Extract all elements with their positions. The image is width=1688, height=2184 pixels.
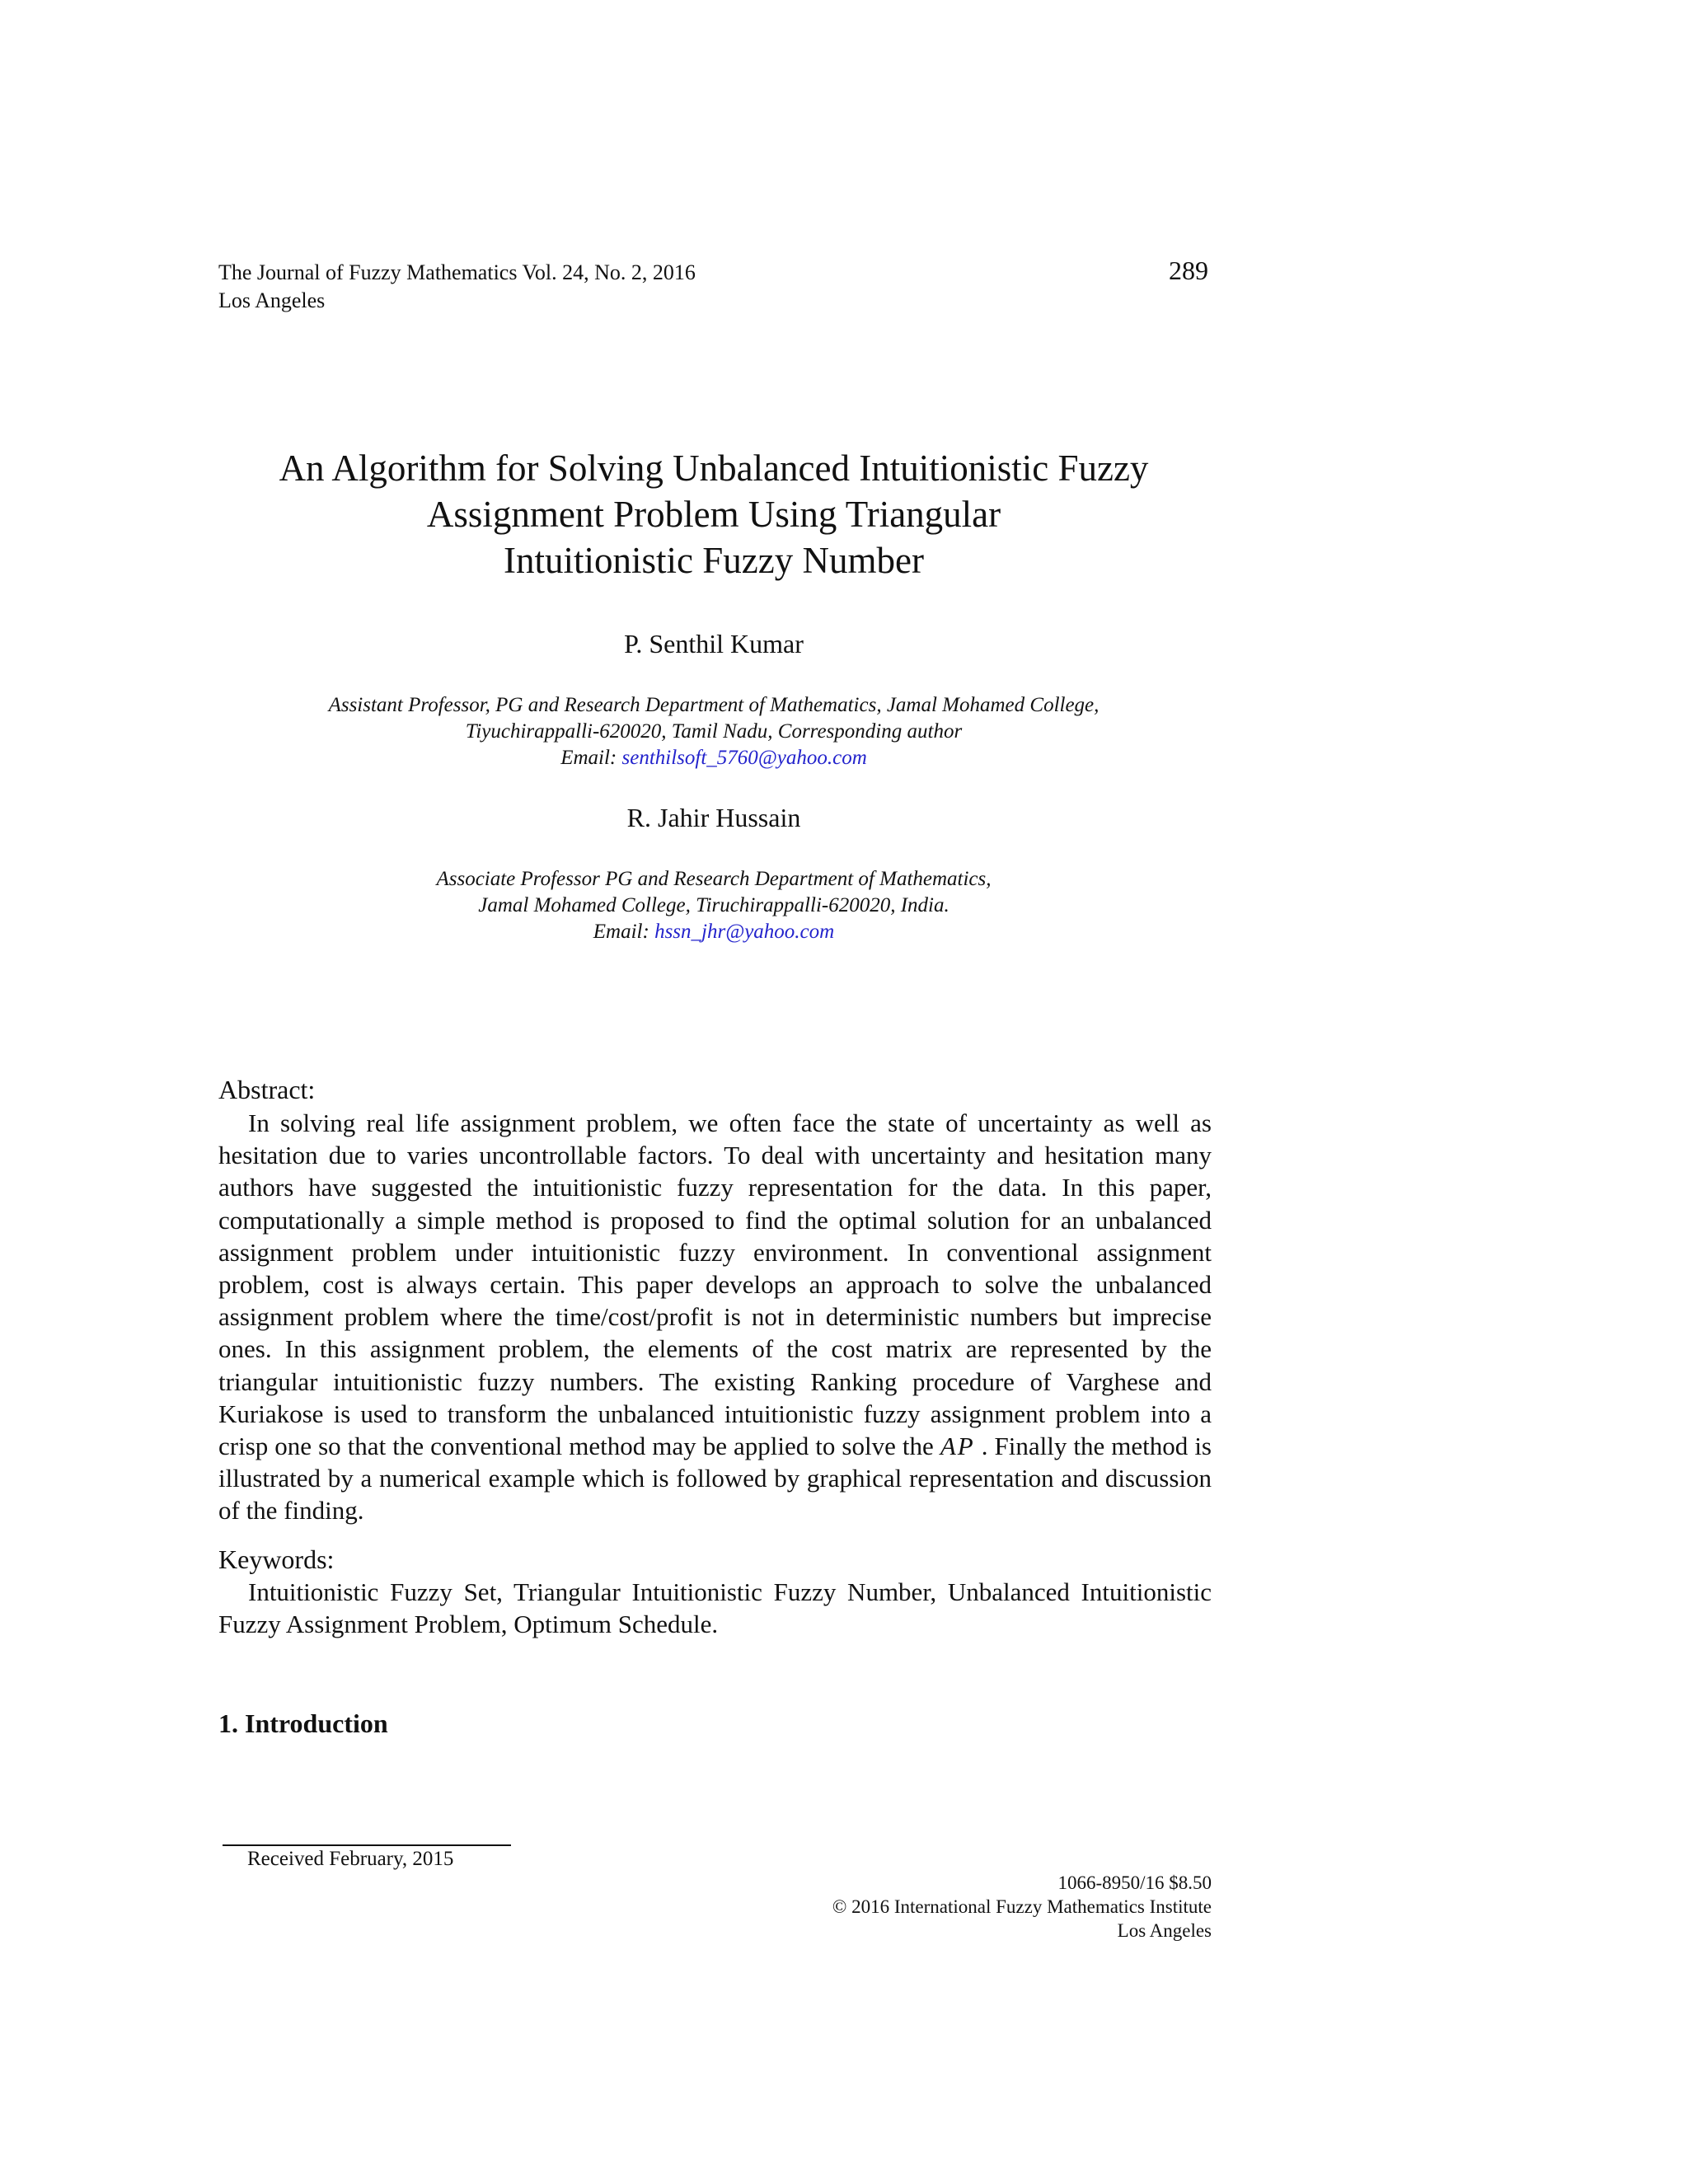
abstract-text xyxy=(218,1107,1212,1527)
email-label: Email: xyxy=(593,921,655,943)
author-affiliation-2 xyxy=(218,866,1209,945)
copyright-notice: © 2016 International Fuzzy Mathematics Institute xyxy=(832,1896,1212,1917)
keywords-text: Intuitionistic Fuzzy Set, Triangular Intuitionistic Fuzzy Number, Unbalanced Intuitionistic Fuzzy Assignment Problem, Optimum Schedule. xyxy=(218,1577,1212,1639)
author-email-link[interactable]: hssn_jhr@yahoo.com xyxy=(654,921,835,943)
title-line-2: Assignment Problem Using Triangular xyxy=(426,494,1001,535)
author-name-1: P. Senthil Kumar xyxy=(624,629,804,658)
journal-location: Los Angeles xyxy=(218,288,326,312)
title-line-1: An Algorithm for Solving Unbalanced Intuitionistic Fuzzy xyxy=(279,448,1149,489)
abstract-body: In solving real life assignment problem, we often face the state of uncertainty as well as hesitation due to varies uncontrollable factors. To deal with uncertainty and hesitation many authors have suggested the intuitionistic fuzzy representation for the data. In this paper, computationally a simple method is proposed to find the optimal solution for an unbalanced assignment problem under intuitionistic fuzzy environment. In conventional assignment problem, cost is always certain. This paper develops an approach to solve the unbalanced assignment problem where the time/cost/profit is not in deterministic numbers but imprecise ones. In this assignment problem, the elements of the cost matrix are represented by the triangular intuitionistic fuzzy numbers. The existing Ranking procedure of Varghese and Kuriakose is used to transform the unbalanced intuitionistic fuzzy assignment problem into a crisp one so that the conventional method may be applied to solve the xyxy=(218,1108,1212,1461)
affiliation-line: Associate Professor PG and Research Department of Mathematics, xyxy=(436,868,992,890)
affiliation-line: Assistant Professor, PG and Research Department of Mathematics, Jamal Mohamed College, xyxy=(328,694,1100,716)
keywords-label: Keywords: xyxy=(218,1544,335,1574)
received-footnote: Received February, 2015 xyxy=(247,1848,454,1870)
journal-citation: The Journal of Fuzzy Mathematics Vol. 24, No. 2, 2016 xyxy=(218,260,696,284)
email-label: Email: xyxy=(560,747,622,769)
title-line-3: Intuitionistic Fuzzy Number xyxy=(504,540,924,581)
introduction-heading: 1. Introduction xyxy=(218,1708,388,1738)
journal-header xyxy=(218,259,696,315)
abstract-label: Abstract: xyxy=(218,1075,316,1104)
author-email-row xyxy=(218,919,1209,945)
affiliation-line: Jamal Mohamed College, Tiruchirappalli-620020, India. xyxy=(478,894,950,916)
math-symbol: AP xyxy=(940,1432,975,1461)
abstract-body-end: . Finally the method is illustrated by a numerical example which is followed by graphical representation and discussion of the finding. xyxy=(218,1432,1212,1526)
page-number: 289 xyxy=(1169,255,1208,285)
author-email-row xyxy=(218,745,1209,771)
paper-title xyxy=(218,445,1209,583)
author-email-link[interactable]: senthilsoft_5760@yahoo.com xyxy=(621,747,867,769)
affiliation-line: Tiyuchirappalli-620020, Tamil Nadu, Corresponding author xyxy=(465,720,963,743)
author-affiliation-1 xyxy=(218,692,1209,771)
publisher-location: Los Angeles xyxy=(1117,1920,1212,1941)
author-name-2: R. Jahir Hussain xyxy=(626,803,801,832)
copyright-block xyxy=(742,1871,1212,1943)
issn-price: 1066-8950/16 $8.50 xyxy=(1057,1872,1212,1893)
